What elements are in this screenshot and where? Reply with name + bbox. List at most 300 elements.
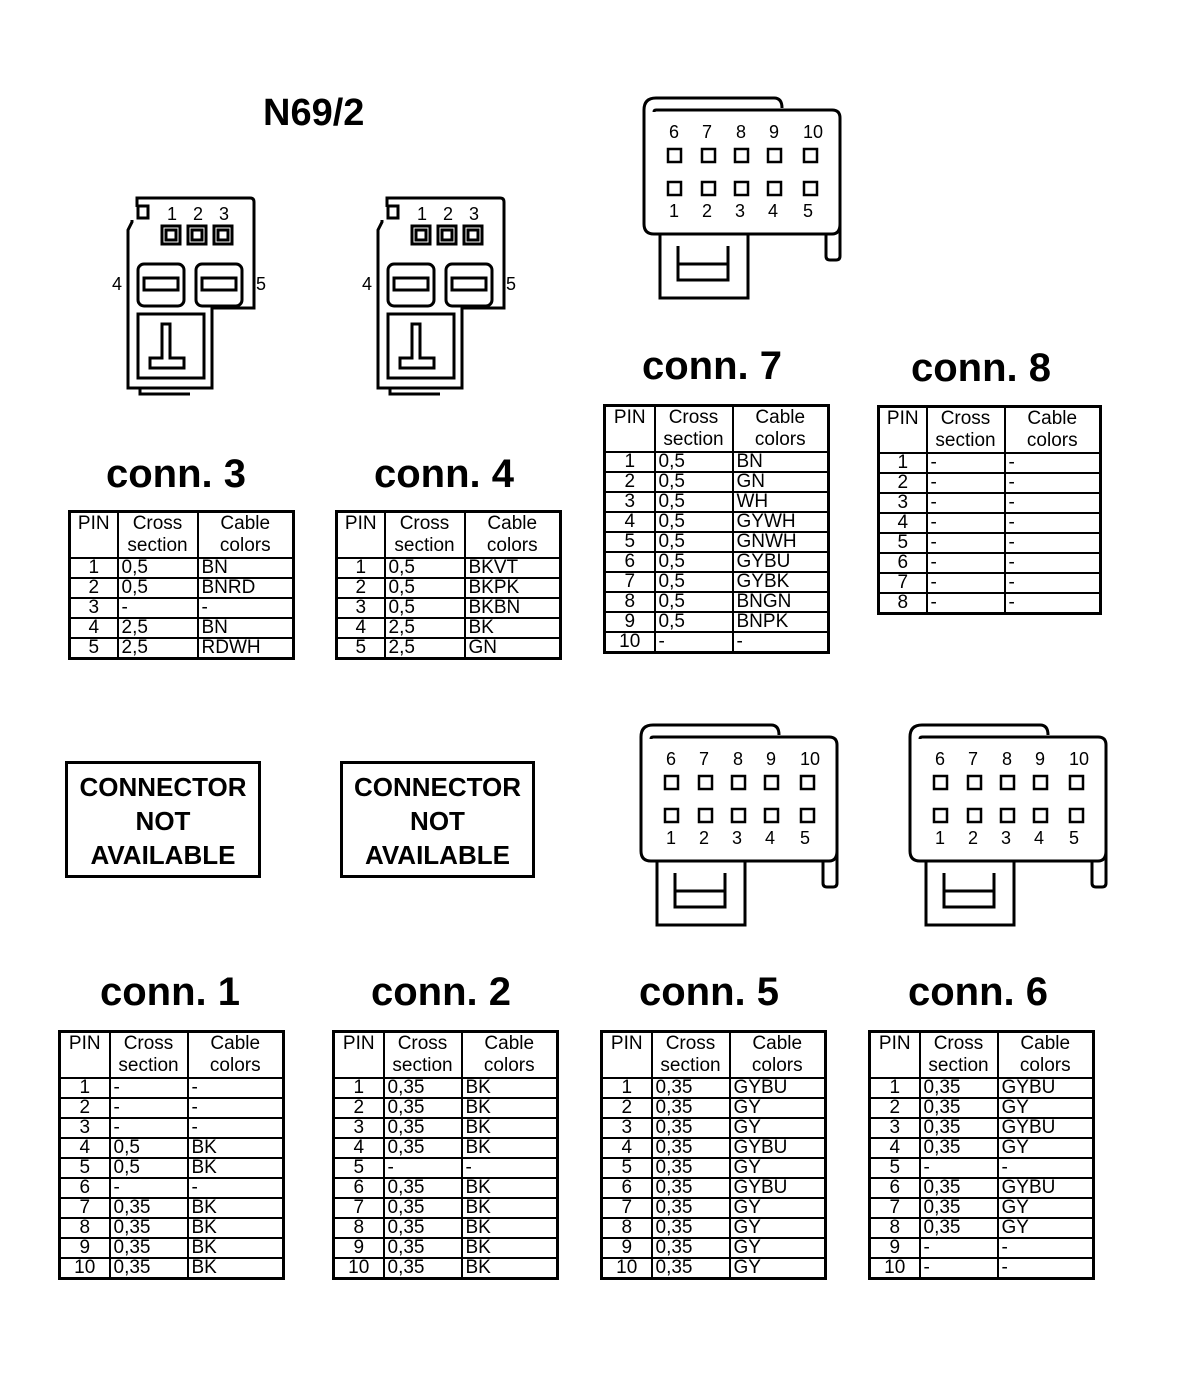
table-row xyxy=(60,1078,284,1098)
conn1-pin-table xyxy=(58,1030,285,1280)
na-line-3: AVAILABLE xyxy=(365,840,510,870)
cable-header-line-1: Cable xyxy=(1027,408,1078,429)
conn4-pin-table xyxy=(335,510,562,660)
table-row xyxy=(605,452,829,472)
cable-header-line-2: colors xyxy=(486,535,538,556)
cross-section-cell: 0,35 xyxy=(652,1158,730,1178)
cross-section-cell: - xyxy=(110,1078,188,1098)
pin-label-3: 3 xyxy=(1001,828,1012,848)
pin-label-5: 5 xyxy=(256,274,267,294)
cable-color-cell: GYBU xyxy=(998,1178,1094,1198)
table-row xyxy=(334,1098,558,1118)
pin-label-2: 2 xyxy=(968,828,979,848)
pin-number-cell: 10 xyxy=(605,632,655,653)
cross-header-line-2: section xyxy=(660,1055,721,1076)
pin-number-cell: 7 xyxy=(334,1198,384,1218)
table-row xyxy=(602,1258,826,1279)
table-row xyxy=(60,1258,284,1279)
cross-section-cell: - xyxy=(927,493,1005,513)
cross-section-cell: 0,35 xyxy=(920,1078,998,1098)
conn1-title: conn. 1 xyxy=(100,970,241,1014)
cross-header-line-2: section xyxy=(118,1055,179,1076)
cable-color-cell: GY xyxy=(998,1098,1094,1118)
cable-color-cell: GNWH xyxy=(733,532,829,552)
cable-color-cell: - xyxy=(198,598,294,618)
cross-section-header xyxy=(110,1032,188,1079)
pin-number-cell: 10 xyxy=(870,1258,920,1279)
cable-color-cell: GYBU xyxy=(998,1118,1094,1138)
cable-color-cell: GY xyxy=(998,1218,1094,1238)
pin-label-2: 2 xyxy=(443,204,454,224)
cross-section-cell: 0,35 xyxy=(110,1258,188,1279)
pin-number-cell: 5 xyxy=(70,638,118,659)
pin-number-cell: 4 xyxy=(605,512,655,532)
table-row xyxy=(602,1098,826,1118)
pin-label-2: 2 xyxy=(702,201,713,221)
table-row xyxy=(70,598,294,618)
pin-label-4: 4 xyxy=(112,274,123,294)
table-row xyxy=(879,593,1101,614)
pin-number-cell: 7 xyxy=(60,1198,110,1218)
na-line-2: NOT xyxy=(410,806,465,836)
table-row xyxy=(334,1258,558,1279)
cable-header-line-1: Cable xyxy=(487,513,538,534)
table-row xyxy=(70,578,294,598)
cable-color-cell: - xyxy=(1005,573,1101,593)
cable-color-cell: BK xyxy=(462,1138,558,1158)
pin-label-2: 2 xyxy=(699,828,710,848)
pin-number-cell: 9 xyxy=(60,1238,110,1258)
cable-color-cell: - xyxy=(1005,533,1101,553)
cross-section-cell: - xyxy=(920,1238,998,1258)
table-row xyxy=(60,1198,284,1218)
cable-color-cell: BK xyxy=(188,1158,284,1178)
conn6-title: conn. 6 xyxy=(908,970,1049,1014)
table-header-row xyxy=(334,1032,558,1079)
pin-header: PIN xyxy=(334,1032,384,1079)
cable-color-cell: GY xyxy=(730,1198,826,1218)
main-title: N69/2 xyxy=(263,92,365,134)
pin-number-cell: 9 xyxy=(870,1238,920,1258)
conn6-pin-table xyxy=(868,1030,1095,1280)
conn4-connector-drawing xyxy=(360,190,530,400)
cable-color-cell: BN xyxy=(198,558,294,578)
table-row xyxy=(879,453,1101,473)
table-header-row xyxy=(605,406,829,453)
pin-label-4: 4 xyxy=(362,274,373,294)
table-row xyxy=(70,558,294,578)
table-row xyxy=(60,1118,284,1138)
pin-label-1: 1 xyxy=(666,828,677,848)
cable-color-cell: GY xyxy=(730,1258,826,1279)
cross-header-line-2: section xyxy=(663,429,724,450)
cable-color-cell: - xyxy=(188,1078,284,1098)
cross-section-cell: 0,35 xyxy=(110,1218,188,1238)
cross-section-cell: - xyxy=(118,598,198,618)
cross-header-line-1: Cross xyxy=(123,1033,174,1054)
cross-section-cell: 2,5 xyxy=(118,638,198,659)
na-line-1: CONNECTOR xyxy=(353,772,522,802)
pin-number-cell: 1 xyxy=(60,1078,110,1098)
pin-number-cell: 6 xyxy=(605,552,655,572)
cable-color-cell: BK xyxy=(188,1218,284,1238)
cable-color-cell: - xyxy=(1005,513,1101,533)
cable-color-cell: - xyxy=(1005,593,1101,614)
cross-section-cell: 0,35 xyxy=(384,1238,462,1258)
table-header-row xyxy=(879,407,1101,454)
cable-color-cell: BK xyxy=(462,1258,558,1279)
cable-color-cell: BK xyxy=(462,1078,558,1098)
table-row xyxy=(605,552,829,572)
pin-label-3: 3 xyxy=(735,201,746,221)
table-row xyxy=(70,618,294,638)
cross-section-cell: 0,35 xyxy=(110,1198,188,1218)
table-row xyxy=(60,1178,284,1198)
cross-section-cell: 0,35 xyxy=(384,1218,462,1238)
conn3-title: conn. 3 xyxy=(106,452,247,496)
cross-section-cell: - xyxy=(920,1158,998,1178)
cross-section-cell: - xyxy=(110,1098,188,1118)
conn3-pin-table xyxy=(68,510,295,660)
table-row xyxy=(602,1078,826,1098)
na-line-2: NOT xyxy=(135,806,191,836)
conn2-pin-table xyxy=(332,1030,559,1280)
pin-number-cell: 3 xyxy=(870,1118,920,1138)
cross-section-cell: - xyxy=(384,1158,462,1178)
pin-label-1: 1 xyxy=(669,201,680,221)
cross-section-header xyxy=(652,1032,730,1079)
pin-number-cell: 5 xyxy=(60,1158,110,1178)
pin-label-1: 1 xyxy=(417,204,428,224)
table-row xyxy=(602,1238,826,1258)
pin-number-cell: 3 xyxy=(60,1118,110,1138)
pin-number-cell: 8 xyxy=(879,593,927,614)
table-row xyxy=(60,1158,284,1178)
cross-section-cell: - xyxy=(927,473,1005,493)
pin-number-cell: 7 xyxy=(602,1198,652,1218)
conn3-connector-drawing xyxy=(110,190,280,400)
cross-section-cell: 0,5 xyxy=(118,578,198,598)
pin-number-cell: 5 xyxy=(879,533,927,553)
conn6-connector-drawing xyxy=(906,721,1112,931)
table-row xyxy=(879,473,1101,493)
cable-header-line-2: colors xyxy=(1019,1055,1071,1076)
cable-color-cell: BNRD xyxy=(198,578,294,598)
cable-color-cell: BK xyxy=(462,1238,558,1258)
cable-color-cell: RDWH xyxy=(198,638,294,659)
table-row xyxy=(870,1078,1094,1098)
table-row xyxy=(602,1218,826,1238)
cable-color-cell: - xyxy=(998,1158,1094,1178)
pin-number-cell: 8 xyxy=(602,1218,652,1238)
table-row xyxy=(337,618,561,638)
pin-label-4: 4 xyxy=(768,201,779,221)
table-row xyxy=(337,558,561,578)
table-row xyxy=(337,598,561,618)
table-row xyxy=(870,1178,1094,1198)
table-row xyxy=(870,1098,1094,1118)
cable-color-cell: - xyxy=(188,1118,284,1138)
cross-section-cell: - xyxy=(110,1178,188,1198)
cross-section-cell: - xyxy=(110,1118,188,1138)
pin-number-cell: 6 xyxy=(879,553,927,573)
table-row xyxy=(605,472,829,492)
pin-label-3: 3 xyxy=(219,204,230,224)
cross-section-cell: - xyxy=(927,533,1005,553)
cable-color-cell: GN xyxy=(733,472,829,492)
cross-section-cell: 0,5 xyxy=(118,558,198,578)
pin-number-cell: 5 xyxy=(605,532,655,552)
pin-label-6: 6 xyxy=(666,749,677,769)
cross-section-cell: 2,5 xyxy=(118,618,198,638)
cross-section-cell: 0,5 xyxy=(655,472,733,492)
table-row xyxy=(602,1198,826,1218)
table-row xyxy=(879,573,1101,593)
cross-section-cell: - xyxy=(927,453,1005,473)
pin-label-3: 3 xyxy=(732,828,743,848)
cable-colors-header xyxy=(465,512,561,559)
cross-section-cell: 0,35 xyxy=(920,1198,998,1218)
pin-header: PIN xyxy=(870,1032,920,1079)
cable-colors-header xyxy=(998,1032,1094,1079)
cross-section-cell: 0,35 xyxy=(384,1138,462,1158)
cable-header-line-2: colors xyxy=(209,1055,261,1076)
table-header-row xyxy=(60,1032,284,1079)
pin-label-1: 1 xyxy=(935,828,946,848)
cable-color-cell: BK xyxy=(188,1198,284,1218)
cross-section-cell: 0,5 xyxy=(655,552,733,572)
cross-section-cell: 0,5 xyxy=(385,578,465,598)
cross-section-cell: 0,35 xyxy=(384,1078,462,1098)
cable-color-cell: BK xyxy=(462,1218,558,1238)
cable-color-cell: WH xyxy=(733,492,829,512)
table-row xyxy=(879,493,1101,513)
cable-color-cell: GY xyxy=(730,1158,826,1178)
cable-color-cell: BK xyxy=(465,618,561,638)
cross-section-cell: 0,35 xyxy=(652,1258,730,1279)
pin-label-7: 7 xyxy=(699,749,710,769)
pin-label-5: 5 xyxy=(800,828,811,848)
cross-section-cell: 0,35 xyxy=(920,1178,998,1198)
cross-section-cell: 0,35 xyxy=(652,1138,730,1158)
table-row xyxy=(879,553,1101,573)
na-line-3: AVAILABLE xyxy=(90,840,236,870)
cable-header-line-2: colors xyxy=(751,1055,803,1076)
cross-section-cell: 0,5 xyxy=(655,572,733,592)
conn5-pin-table xyxy=(600,1030,827,1280)
cable-header-line-1: Cable xyxy=(220,513,271,534)
pin-number-cell: 8 xyxy=(870,1218,920,1238)
table-row xyxy=(334,1218,558,1238)
cross-header-line-1: Cross xyxy=(940,408,991,429)
cross-section-cell: 0,5 xyxy=(655,452,733,472)
cross-section-cell: 0,5 xyxy=(655,612,733,632)
cross-header-line-1: Cross xyxy=(665,1033,716,1054)
pin-label-7: 7 xyxy=(702,122,713,142)
cross-section-cell: 0,5 xyxy=(655,492,733,512)
cable-color-cell: BK xyxy=(462,1098,558,1118)
cable-header-line-1: Cable xyxy=(210,1033,261,1054)
cross-section-cell: 0,35 xyxy=(920,1118,998,1138)
pin-label-10: 10 xyxy=(800,749,821,769)
pin-number-cell: 7 xyxy=(879,573,927,593)
pin-header: PIN xyxy=(60,1032,110,1079)
pin-number-cell: 8 xyxy=(605,592,655,612)
pin-number-cell: 4 xyxy=(870,1138,920,1158)
pin-label-1: 1 xyxy=(167,204,178,224)
cross-header-line-1: Cross xyxy=(399,513,450,534)
table-row xyxy=(605,612,829,632)
cable-color-cell: BKVT xyxy=(465,558,561,578)
pin-number-cell: 1 xyxy=(70,558,118,578)
cable-color-cell: - xyxy=(1005,553,1101,573)
cross-section-cell: 0,35 xyxy=(110,1238,188,1258)
cable-color-cell: BK xyxy=(462,1178,558,1198)
pin-label-6: 6 xyxy=(935,749,946,769)
table-row xyxy=(602,1138,826,1158)
table-header-row xyxy=(602,1032,826,1079)
cable-color-cell: - xyxy=(1005,493,1101,513)
pin-number-cell: 3 xyxy=(334,1118,384,1138)
table-header-row xyxy=(870,1032,1094,1079)
table-row xyxy=(605,592,829,612)
cable-color-cell: - xyxy=(462,1158,558,1178)
cross-section-cell: 0,35 xyxy=(652,1078,730,1098)
table-row xyxy=(602,1118,826,1138)
pin-label-4: 4 xyxy=(1034,828,1045,848)
table-row xyxy=(870,1198,1094,1218)
cable-color-cell: GY xyxy=(998,1198,1094,1218)
pin-number-cell: 1 xyxy=(879,453,927,473)
cross-section-header xyxy=(118,512,198,559)
cross-section-cell: 0,35 xyxy=(652,1238,730,1258)
conn5-title: conn. 5 xyxy=(639,970,780,1014)
cable-header-line-1: Cable xyxy=(484,1033,535,1054)
cable-header-line-2: colors xyxy=(754,429,806,450)
cross-section-cell: 2,5 xyxy=(385,638,465,659)
pin-header: PIN xyxy=(70,512,118,559)
pin-number-cell: 5 xyxy=(334,1158,384,1178)
table-header-row xyxy=(337,512,561,559)
pin-label-9: 9 xyxy=(1035,749,1046,769)
pin-number-cell: 8 xyxy=(60,1218,110,1238)
cross-section-cell: 0,35 xyxy=(384,1198,462,1218)
cable-color-cell: - xyxy=(733,632,829,653)
cross-header-line-2: section xyxy=(935,430,996,451)
cross-section-header xyxy=(385,512,465,559)
table-row xyxy=(334,1078,558,1098)
table-row xyxy=(334,1198,558,1218)
table-row xyxy=(605,532,829,552)
pin-label-9: 9 xyxy=(766,749,777,769)
conn2-title: conn. 2 xyxy=(371,970,512,1014)
pin-number-cell: 1 xyxy=(605,452,655,472)
pin-number-cell: 2 xyxy=(602,1098,652,1118)
cross-section-cell: 0,5 xyxy=(385,598,465,618)
cable-color-cell: BNPK xyxy=(733,612,829,632)
pin-label-9: 9 xyxy=(769,122,780,142)
cable-color-cell: GYWH xyxy=(733,512,829,532)
cross-section-cell: 0,5 xyxy=(110,1138,188,1158)
cable-colors-header xyxy=(188,1032,284,1079)
pin-label-10: 10 xyxy=(803,122,824,142)
cross-section-cell: 0,5 xyxy=(385,558,465,578)
cross-section-cell: 0,35 xyxy=(384,1258,462,1279)
table-row xyxy=(60,1138,284,1158)
pin-number-cell: 2 xyxy=(605,472,655,492)
cable-colors-header xyxy=(733,406,829,453)
cable-color-cell: GY xyxy=(998,1138,1094,1158)
cable-color-cell: GY xyxy=(730,1218,826,1238)
cable-color-cell: GYBK xyxy=(733,572,829,592)
conn4-title: conn. 4 xyxy=(374,452,515,496)
cable-color-cell: GY xyxy=(730,1238,826,1258)
pin-label-8: 8 xyxy=(736,122,747,142)
pin-number-cell: 4 xyxy=(602,1138,652,1158)
pin-number-cell: 9 xyxy=(605,612,655,632)
table-row xyxy=(60,1098,284,1118)
pin-number-cell: 10 xyxy=(334,1258,384,1279)
cable-colors-header xyxy=(1005,407,1101,454)
table-row xyxy=(879,533,1101,553)
table-row xyxy=(337,638,561,659)
table-row xyxy=(870,1238,1094,1258)
cable-header-line-1: Cable xyxy=(752,1033,803,1054)
pin-number-cell: 8 xyxy=(334,1218,384,1238)
pin-number-cell: 2 xyxy=(70,578,118,598)
table-row xyxy=(870,1218,1094,1238)
cable-color-cell: GYBU xyxy=(998,1078,1094,1098)
conn7-title: conn. 7 xyxy=(642,344,783,388)
table-row xyxy=(605,632,829,653)
cross-section-cell: 0,5 xyxy=(110,1158,188,1178)
table-row xyxy=(60,1238,284,1258)
pin-label-7: 7 xyxy=(968,749,979,769)
cable-color-cell: GYBU xyxy=(730,1078,826,1098)
cross-section-header xyxy=(384,1032,462,1079)
pin-number-cell: 4 xyxy=(60,1138,110,1158)
cable-header-line-2: colors xyxy=(219,535,271,556)
pin-number-cell: 2 xyxy=(334,1098,384,1118)
cross-section-cell: 0,5 xyxy=(655,512,733,532)
pin-label-4: 4 xyxy=(765,828,776,848)
table-row xyxy=(605,492,829,512)
pin-label-5: 5 xyxy=(803,201,814,221)
na-line-1: CONNECTOR xyxy=(79,772,247,802)
cable-color-cell: BKPK xyxy=(465,578,561,598)
table-row xyxy=(70,638,294,659)
cable-color-cell: BN xyxy=(198,618,294,638)
table-row xyxy=(334,1158,558,1178)
table-row xyxy=(337,578,561,598)
cross-section-cell: 0,35 xyxy=(384,1118,462,1138)
pin-label-5: 5 xyxy=(506,274,517,294)
cable-color-cell: - xyxy=(188,1098,284,1118)
connector-not-available-box-1 xyxy=(65,761,261,878)
cable-color-cell: GYBU xyxy=(733,552,829,572)
pin-number-cell: 7 xyxy=(605,572,655,592)
cross-section-cell: 0,35 xyxy=(652,1098,730,1118)
table-row xyxy=(334,1138,558,1158)
cross-section-cell: 0,35 xyxy=(920,1218,998,1238)
cross-section-cell: 0,35 xyxy=(384,1098,462,1118)
cross-section-cell: - xyxy=(927,513,1005,533)
cross-section-cell: - xyxy=(927,593,1005,614)
cross-section-cell: 0,35 xyxy=(652,1198,730,1218)
cross-section-cell: 0,35 xyxy=(652,1218,730,1238)
cross-section-header xyxy=(655,406,733,453)
pin-header: PIN xyxy=(605,406,655,453)
